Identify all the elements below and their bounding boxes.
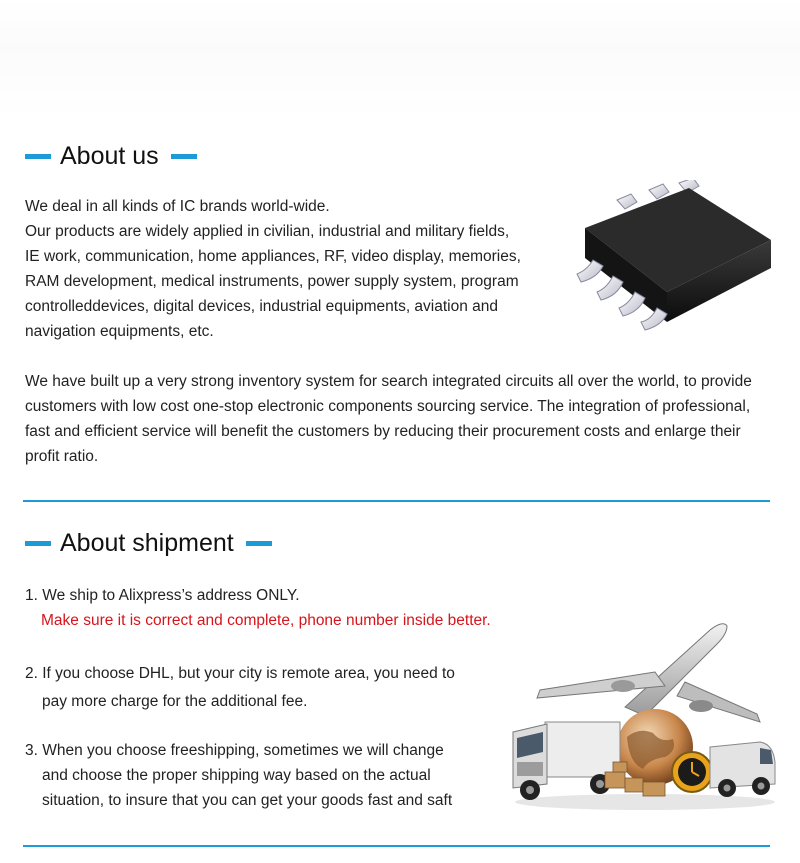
- shipment-heading: [25, 529, 272, 558]
- ic-chip-image: [555, 180, 785, 340]
- text-line: We deal in all kinds of IC brands world-wide.: [25, 198, 330, 215]
- text-line: navigation equipments, etc.: [25, 323, 214, 340]
- shipment-heading-label: About shipment: [60, 529, 234, 557]
- shipment-item-1: [25, 583, 525, 633]
- text-line: customers with low cost one-stop electronic components sourcing service. The integration of professional,: [25, 398, 751, 415]
- text-line: controlleddevices, digital devices, industrial equipments, aviation and: [25, 298, 499, 315]
- about-heading: [25, 142, 197, 171]
- text-line: Our products are widely applied in civilian, industrial and military fields,: [25, 223, 510, 240]
- about-paragraph-1: [25, 194, 545, 344]
- about-paragraph-2: [25, 369, 785, 469]
- warning-note: Make sure it is correct and complete, phone number inside better.: [41, 612, 491, 629]
- text-line: and choose the proper shipping way based on the actual: [42, 767, 431, 784]
- heading-dash-left: [25, 154, 51, 159]
- about-heading-label: About us: [60, 142, 159, 170]
- shipment-item-2: [25, 660, 505, 716]
- text-line: IE work, communication, home appliances, RF, video display, memories,: [25, 248, 521, 265]
- top-banner-area: [0, 0, 800, 120]
- text-line: We have built up a very strong inventory system for search integrated circuits all over the world, to provide: [25, 373, 752, 390]
- section-divider: [23, 500, 770, 502]
- section-divider: [23, 845, 770, 847]
- text-line: profit ratio.: [25, 448, 99, 465]
- text-line: pay more charge for the additional fee.: [42, 693, 308, 710]
- heading-dash-right: [246, 541, 272, 546]
- text-line: situation, to insure that you can get your goods fast and saft: [42, 792, 453, 809]
- text-line: RAM development, medical instruments, power supply system, program: [25, 273, 519, 290]
- text-line: fast and efficient service will benefit the customers by reducing their procurement costs and enlarge their: [25, 423, 741, 440]
- text-line: 2. If you choose DHL, but your city is remote area, you need to: [25, 665, 455, 682]
- text-line: 1. We ship to Alixpress’s address ONLY.: [25, 587, 300, 604]
- heading-dash-left: [25, 541, 51, 546]
- shipment-item-3: [25, 738, 505, 813]
- shipping-logistics-image: [505, 612, 780, 812]
- text-line: 3. When you choose freeshipping, sometimes we will change: [25, 742, 444, 759]
- heading-dash-right: [171, 154, 197, 159]
